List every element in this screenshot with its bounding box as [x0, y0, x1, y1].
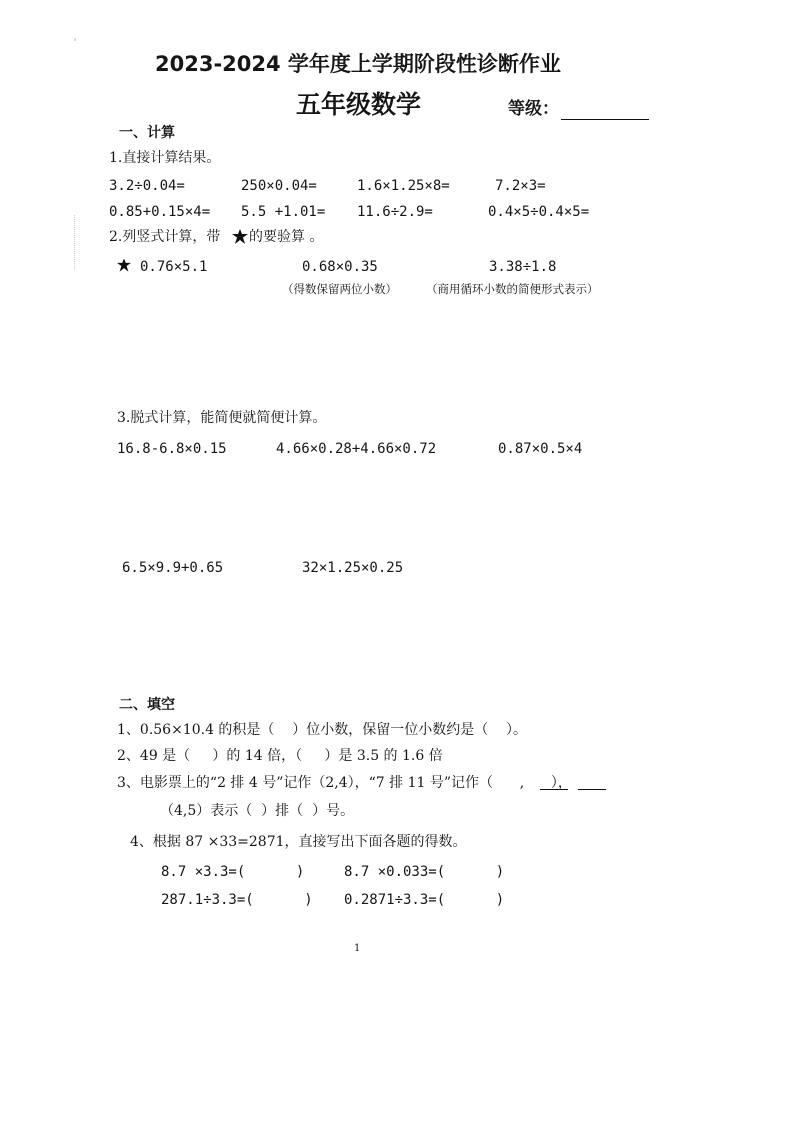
- worksheet-subtitle: 五年级数学: [296, 90, 422, 119]
- grade-blank[interactable]: [561, 119, 649, 120]
- calc-item: 11.6÷2.9=: [357, 204, 433, 220]
- stepwise-calc-item: 6.5×9.9+0.65: [122, 560, 224, 576]
- star-icon: [117, 258, 131, 273]
- fill-blank-question: 2、49 是（ ）的 14 倍，（ ）是 3.5 的 1.6 倍: [117, 748, 443, 764]
- repeating-decimal-note: （商用循环小数的简便形式表示）: [426, 282, 599, 296]
- answer-blank[interactable]: [578, 789, 606, 790]
- calc-item: 5.5 +1.01=: [241, 204, 326, 220]
- stepwise-calc-item: 4.66×0.28+4.66×0.72: [276, 441, 437, 457]
- fill-blank-question: 1、0.56×10.4 的积是（ ）位小数，保留一位小数约是（ ）。: [117, 722, 528, 738]
- vertical-calc-item: 3.38÷1.8: [489, 259, 557, 275]
- derived-calc-item: 0.2871÷3.3=( ): [344, 892, 505, 908]
- vertical-calc-item: 0.76×5.1: [140, 259, 208, 275]
- question-2-label-end: 的要验算 。: [249, 229, 324, 245]
- stepwise-calc-item: 16.8-6.8×0.15: [117, 441, 227, 457]
- question-2-label-start: 2.列竖式计算，带: [109, 229, 221, 245]
- worksheet-title: 2023-2024 学年度上学期阶段性诊断作业: [155, 52, 561, 76]
- page-number: 1: [354, 943, 361, 954]
- derived-calc-item: 8.7 ×0.033=( ): [344, 864, 505, 880]
- fill-blank-question: 3、电影票上的“2 排 4 号”记作（2,4），“7 排 11 号”记作（ , ），: [117, 775, 572, 791]
- section-heading-calc: 一、计算: [119, 125, 175, 141]
- question-3-label: 3.脱式计算，能简便就简便计算。: [117, 410, 327, 426]
- calc-item: 250×0.04=: [241, 178, 317, 194]
- rounding-note: （得数保留两位小数）: [282, 282, 397, 296]
- fill-blank-question: 4、根据 87 ×33=2871，直接写出下面各题的得数。: [130, 834, 467, 850]
- fill-blank-question-continued: （4,5）表示（ ）排（ ）号。: [160, 803, 355, 819]
- calc-item: 1.6×1.25×8=: [357, 178, 450, 194]
- calc-item: 7.2×3=: [495, 178, 546, 194]
- star-icon: [232, 229, 248, 245]
- derived-calc-item: 287.1÷3.3=( ): [161, 892, 313, 908]
- answer-blank[interactable]: [540, 789, 568, 790]
- scan-mark: [74, 215, 77, 270]
- scan-mark: [74, 38, 76, 41]
- stepwise-calc-item: 32×1.25×0.25: [302, 560, 404, 576]
- grade-label: 等级：: [508, 99, 559, 119]
- calc-item: 0.4×5÷0.4×5=: [488, 204, 590, 220]
- vertical-calc-item: 0.68×0.35: [302, 259, 378, 275]
- calc-item: 3.2÷0.04=: [109, 178, 185, 194]
- calc-item: 0.85+0.15×4=: [109, 204, 211, 220]
- derived-calc-item: 8.7 ×3.3=( ): [161, 864, 305, 880]
- section-heading-fill-blank: 二、填空: [119, 697, 175, 713]
- stepwise-calc-item: 0.87×0.5×4: [498, 441, 583, 457]
- question-1-label: 1.直接计算结果。: [109, 150, 221, 166]
